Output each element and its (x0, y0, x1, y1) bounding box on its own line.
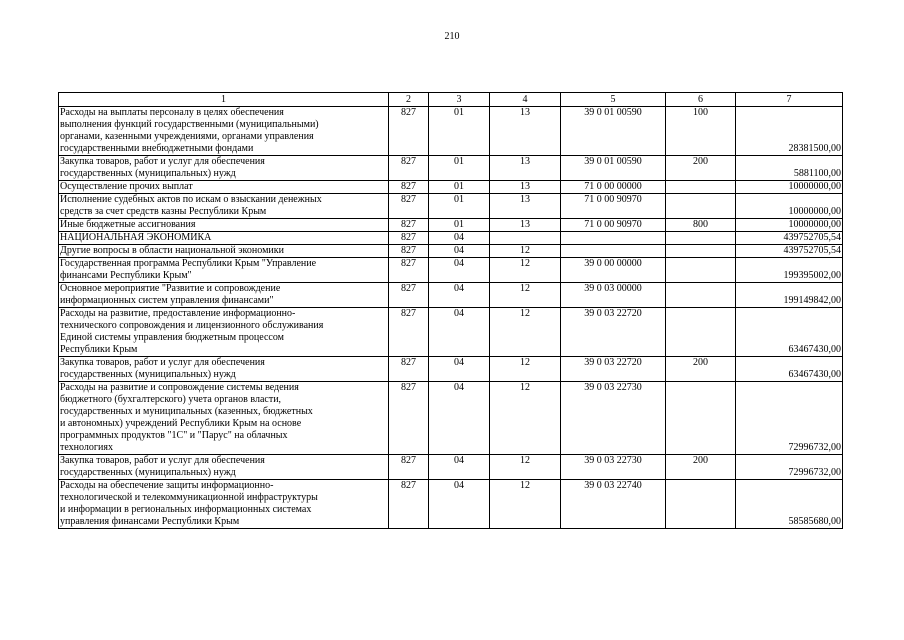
code-cell-5: 71 0 00 90970 (561, 219, 666, 232)
description-cell: Государственная программа Республики Крым "Управление финансами Республики Крым" (59, 258, 389, 283)
code-cell-3: 01 (429, 181, 490, 194)
code-cell-6 (666, 194, 736, 219)
header-row (59, 93, 843, 107)
code-cell-5: 71 0 00 00000 (561, 181, 666, 194)
code-cell-4: 12 (490, 382, 561, 455)
code-cell-2: 827 (389, 382, 429, 455)
description-cell: Другие вопросы в области национальной экономики (59, 245, 389, 258)
code-cell-5: 39 0 03 22730 (561, 382, 666, 455)
code-cell-6 (666, 382, 736, 455)
code-cell-6 (666, 308, 736, 357)
code-cell-5: 71 0 00 90970 (561, 194, 666, 219)
code-cell-6: 200 (666, 455, 736, 480)
description-cell: Закупка товаров, работ и услуг для обеспечения государственных (муниципальных) нужд (59, 156, 389, 181)
amount-cell: 199395002,00 (736, 258, 843, 283)
description-cell: НАЦИОНАЛЬНАЯ ЭКОНОМИКА (59, 232, 389, 245)
description-cell: Расходы на обеспечение защиты информационно- технологической и телекоммуникационной инфраструктуры и информации в региональных информационных системах управления финансами Республики Крым (59, 480, 389, 529)
code-cell-4: 13 (490, 181, 561, 194)
code-cell-2: 827 (389, 194, 429, 219)
header-cell-5: 5 (561, 93, 666, 107)
code-cell-2: 827 (389, 357, 429, 382)
description-cell: Расходы на развитие и сопровождение системы ведения бюджетного (бухгалтерского) учета органов власти, государственных и муниципальных (казенных, бюджетных и автономных) учреждений Республики Крым на основе программных продуктов "1С" и "Парус" на облачных технологиях (59, 382, 389, 455)
code-cell-6 (666, 283, 736, 308)
table-body (59, 107, 843, 529)
code-cell-2: 827 (389, 258, 429, 283)
code-cell-6: 800 (666, 219, 736, 232)
code-cell-3: 04 (429, 258, 490, 283)
code-cell-3: 04 (429, 357, 490, 382)
code-cell-2: 827 (389, 107, 429, 156)
amount-cell: 439752705,54 (736, 232, 843, 245)
code-cell-3: 01 (429, 194, 490, 219)
amount-cell: 10000000,00 (736, 181, 843, 194)
code-cell-5 (561, 245, 666, 258)
code-cell-6: 200 (666, 156, 736, 181)
page-number: 210 (444, 31, 460, 42)
code-cell-4: 13 (490, 107, 561, 156)
code-cell-2: 827 (389, 455, 429, 480)
amount-cell: 63467430,00 (736, 308, 843, 357)
code-cell-3: 01 (429, 219, 490, 232)
table-row (59, 308, 843, 357)
description-cell: Исполнение судебных актов по искам о взыскании денежных средств за счет средств казны Республики Крым (59, 194, 389, 219)
amount-cell: 439752705,54 (736, 245, 843, 258)
code-cell-3: 04 (429, 308, 490, 357)
table-row (59, 232, 843, 245)
amount-cell: 63467430,00 (736, 357, 843, 382)
description-cell: Расходы на выплаты персоналу в целях обеспечения выполнения функций государственными (муниципальными) органами, казенными учреждениями, органами управления государственными внебюджетными фондами (59, 107, 389, 156)
code-cell-2: 827 (389, 156, 429, 181)
amount-cell: 10000000,00 (736, 194, 843, 219)
code-cell-4: 12 (490, 245, 561, 258)
table-row (59, 357, 843, 382)
header-cell-2: 2 (389, 93, 429, 107)
code-cell-2: 827 (389, 245, 429, 258)
code-cell-3: 04 (429, 232, 490, 245)
code-cell-2: 827 (389, 219, 429, 232)
code-cell-3: 04 (429, 245, 490, 258)
code-cell-5: 39 0 01 00590 (561, 156, 666, 181)
amount-cell: 10000000,00 (736, 219, 843, 232)
code-cell-6 (666, 181, 736, 194)
code-cell-6 (666, 232, 736, 245)
amount-cell: 58585680,00 (736, 480, 843, 529)
code-cell-3: 01 (429, 156, 490, 181)
code-cell-5: 39 0 03 22740 (561, 480, 666, 529)
code-cell-3: 01 (429, 107, 490, 156)
budget-table (58, 92, 843, 529)
table-row (59, 258, 843, 283)
code-cell-3: 04 (429, 382, 490, 455)
description-cell: Осуществление прочих выплат (59, 181, 389, 194)
amount-cell: 199149842,00 (736, 283, 843, 308)
code-cell-5: 39 0 03 00000 (561, 283, 666, 308)
header-cell-1: 1 (59, 93, 389, 107)
code-cell-4: 13 (490, 156, 561, 181)
table-row (59, 194, 843, 219)
amount-cell: 5881100,00 (736, 156, 843, 181)
code-cell-4: 12 (490, 357, 561, 382)
table-row (59, 156, 843, 181)
description-cell: Закупка товаров, работ и услуг для обеспечения государственных (муниципальных) нужд (59, 357, 389, 382)
header-cell-7: 7 (736, 93, 843, 107)
code-cell-4: 13 (490, 194, 561, 219)
code-cell-5: 39 0 01 00590 (561, 107, 666, 156)
code-cell-5: 39 0 03 22730 (561, 455, 666, 480)
description-cell: Закупка товаров, работ и услуг для обеспечения государственных (муниципальных) нужд (59, 455, 389, 480)
code-cell-3: 04 (429, 455, 490, 480)
description-cell: Основное мероприятие "Развитие и сопровождение информационных систем управления финансами" (59, 283, 389, 308)
code-cell-5: 39 0 00 00000 (561, 258, 666, 283)
code-cell-5: 39 0 03 22720 (561, 357, 666, 382)
code-cell-4: 12 (490, 308, 561, 357)
code-cell-5 (561, 232, 666, 245)
table-row (59, 455, 843, 480)
code-cell-2: 827 (389, 232, 429, 245)
header-cell-6: 6 (666, 93, 736, 107)
header-cell-4: 4 (490, 93, 561, 107)
code-cell-6: 100 (666, 107, 736, 156)
amount-cell: 28381500,00 (736, 107, 843, 156)
code-cell-4: 12 (490, 480, 561, 529)
code-cell-2: 827 (389, 480, 429, 529)
table-row (59, 382, 843, 455)
table-row (59, 480, 843, 529)
header-cell-3: 3 (429, 93, 490, 107)
code-cell-3: 04 (429, 480, 490, 529)
amount-cell: 72996732,00 (736, 455, 843, 480)
code-cell-4: 12 (490, 283, 561, 308)
amount-cell: 72996732,00 (736, 382, 843, 455)
table-row (59, 245, 843, 258)
code-cell-4: 12 (490, 258, 561, 283)
code-cell-6: 200 (666, 357, 736, 382)
code-cell-6 (666, 480, 736, 529)
code-cell-4: 13 (490, 219, 561, 232)
code-cell-4 (490, 232, 561, 245)
table-row (59, 181, 843, 194)
code-cell-6 (666, 245, 736, 258)
table-row (59, 219, 843, 232)
code-cell-5: 39 0 03 22720 (561, 308, 666, 357)
code-cell-2: 827 (389, 308, 429, 357)
code-cell-4: 12 (490, 455, 561, 480)
code-cell-2: 827 (389, 181, 429, 194)
table-row (59, 283, 843, 308)
code-cell-3: 04 (429, 283, 490, 308)
code-cell-2: 827 (389, 283, 429, 308)
description-cell: Иные бюджетные ассигнования (59, 219, 389, 232)
description-cell: Расходы на развитие, предоставление информационно- технического сопровождения и лицензионного обслуживания Единой системы управления бюджетным процессом Республики Крым (59, 308, 389, 357)
code-cell-6 (666, 258, 736, 283)
table-row (59, 107, 843, 156)
